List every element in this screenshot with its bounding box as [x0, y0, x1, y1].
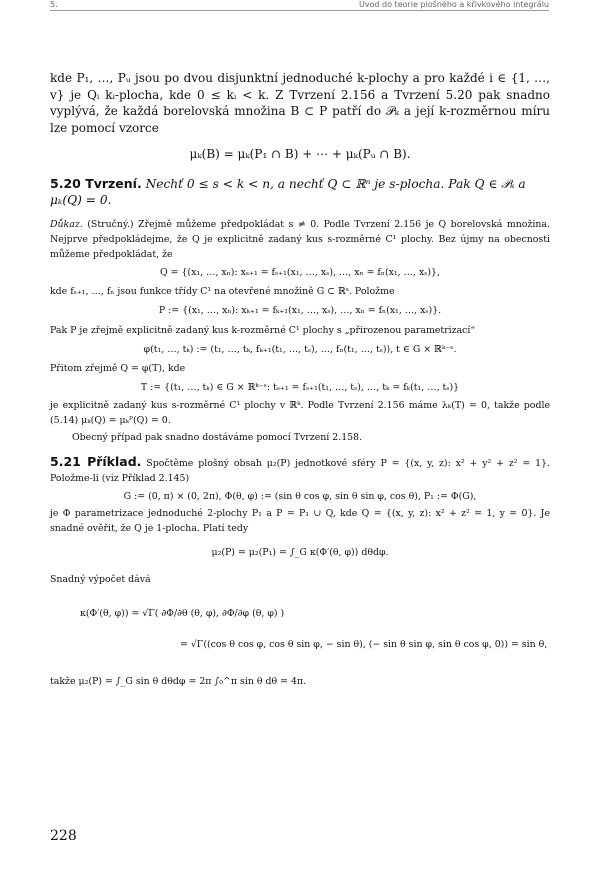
proof-equation-P: P := {(x₁, …, xₙ): xₖ₊₁ = fₖ₊₁(x₁, …, xₛ), …, xₙ = fₙ(x₁, …, xₛ)}. — [158, 305, 442, 316]
page-number: 228 — [50, 828, 77, 844]
proof-paragraph-5: je explicitně zadaný kus s-rozměrné C¹ plochy v ℝᵏ. Podle Tvrzení 2.156 máme λₖ(T) = 0, takže podle (5.14) μₖ(Q) = μₖᴾ(Q) = 0. — [50, 400, 550, 426]
theorem-text: Nechť 0 ≤ s < k < n, a nechť Q ⊂ ℝⁿ je s-plocha. Pak Q ∈ 𝒫ₖ a μₖ(Q) = 0. — [50, 177, 526, 207]
example-paragraph-2: je Φ parametrizace jednoduché 2-plochy P₁ a P = P₁ ∪ Q, kde Q = {(x, y, z): x² + z² = 1, y = 0}. Je snadné ověřit, že Q je 1-plocha. Platí tedy — [50, 508, 550, 534]
proof-paragraph-1 — [50, 217, 550, 262]
proof-paragraph-2: kde fₛ₊₁, …, fₙ jsou funkce třídy C¹ na otevřené množině G ⊂ ℝˢ. Položme — [50, 286, 395, 297]
proof-equation-Q: Q = {(x₁, …, xₙ): xₛ₊₁ = fₛ₊₁(x₁, …, xₛ), …, xₙ = fₙ(x₁, …, xₛ)}, — [159, 267, 441, 278]
running-header — [50, 0, 549, 11]
example-conclusion: takže μ₂(P) = ∫_G sin θ dθdφ = 2π ∫₀^π sin θ dθ = 4π. — [50, 676, 307, 687]
example-equation-gamma: = √Γ((cos θ cos φ, cos θ sin φ, − sin θ), (− sin θ sin φ, sin θ cos φ, 0)) = sin θ, — [180, 639, 548, 650]
example-paragraph-1 — [50, 454, 550, 486]
example-text-1: Spočtěme plošný obsah μ₂(P) jednotkové sféry P = {(x, y, z): x² + y² + z² = 1}. Položme-li (viz Příklad 2.145) — [50, 458, 550, 484]
theorem-label: 5.20 Tvrzení. — [50, 176, 142, 191]
proof-paragraph-3: Pak P je zřejmě explicitně zadaný kus k-rozměrné C¹ plochy s „přirozenou parametrizací“ — [50, 325, 476, 336]
example-label: 5.21 Příklad. — [50, 454, 142, 469]
example-equation-mu2: μ₂(P) = μ₂(P₁) = ∫_G κ(Φ′(θ, φ)) dθdφ. — [211, 547, 389, 558]
example-paragraph-3: Snadný výpočet dává — [50, 574, 151, 585]
header-chapter: 5. — [50, 0, 58, 9]
proof-equation-T: T := {(t₁, …, tₖ) ∈ G × ℝᵏ⁻ˢ: tₛ₊₁ = fₛ₊₁(t₁, …, tₛ), …, tₖ = fₖ(t₁, …, tₛ)} — [140, 382, 460, 393]
example-equation-G: G := (0, π) × (0, 2π), Φ(θ, φ) := (sin θ cos φ, sin θ sin φ, cos θ), P₁ := Φ(G), — [123, 491, 477, 502]
proof-text-1: (Stručný.) Zřejmě můžeme předpokládat s ≠ 0. Podle Tvrzení 2.156 je Q borelovská množina. Nejprve předpokládejme, že Q je explicitně zadaný kus s-rozměrné C¹ plochy. Bez újmy na obecnosti můžeme předpokládat, že — [50, 219, 550, 260]
example-equation-kappa: κ(Φ′(θ, φ)) = √Γ( ∂Φ/∂θ (θ, φ), ∂Φ/∂φ (θ, φ) ) — [80, 608, 285, 619]
header-title: Úvod do teorie plošného a křivkového integrálu — [358, 0, 549, 9]
proof-paragraph-4: Přitom zřejmě Q = φ(T), kde — [50, 363, 186, 374]
proof-label: Důkaz. — [50, 219, 83, 230]
proof-equation-phi: φ(t₁, …, tₖ) := (t₁, …, tₖ, fₖ₊₁(t₁, …, tₛ), …, fₙ(t₁, …, tₛ)), t ∈ G × ℝᵏ⁻ˢ. — [143, 344, 457, 355]
intro-formula: μₖ(B) = μₖ(P₁ ∩ B) + ⋯ + μₖ(Pᵤ ∩ B). — [189, 147, 411, 161]
theorem-5-20 — [50, 176, 550, 208]
intro-paragraph: kde P₁, …, Pᵤ jsou po dvou disjunktní jednoduché k-plochy a pro každé i ∈ {1, …, v} je Qᵢ kᵢ-plocha, kde 0 ≤ kᵢ < k. Z Tvrzení 2.156 a Tvrzení 5.20 pak snadno vyplývá, že každá borelovská množina B ⊂ P patří do 𝒫ₖ a její k-rozměrnou míru lze pomocí vzorce — [50, 71, 550, 136]
proof-paragraph-6: Obecný případ pak snadno dostáváme pomocí Tvrzení 2.158. — [72, 432, 363, 443]
